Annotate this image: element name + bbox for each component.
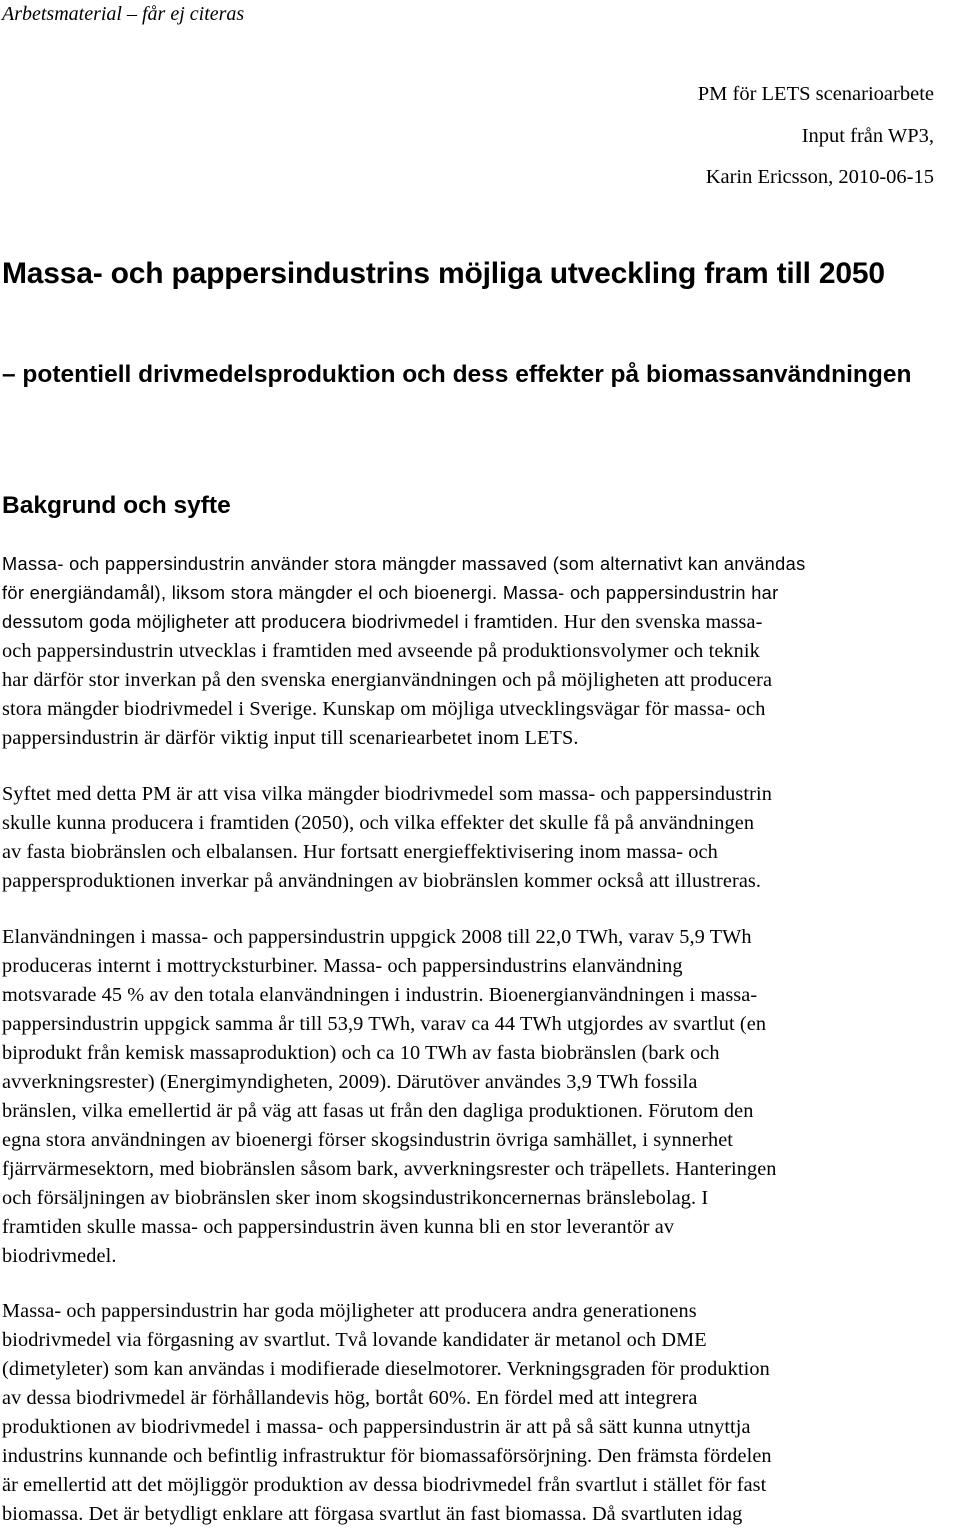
paragraph-purpose [2,780,956,896]
paragraph-line: produceras internt i mottrycksturbiner. Massa- och pappersindustrins elanvändning [2,955,683,977]
paragraph-line: fjärrvärmesektorn, med biobränslen såsom bark, avverkningsrester och träpellets. Hanteringen [2,1158,777,1180]
document-title: Massa- och pappersindustrins möjliga utveckling fram till 2050 [2,257,885,290]
memo-meta-line-3: Karin Ericsson, 2010-06-15 [705,166,934,188]
paragraph-line-part: Hur den svenska massa- [558,611,763,633]
paragraph-line: och försäljningen av biobränslen sker inom skogsindustrikoncernernas bränslebolag. I [2,1187,709,1209]
paragraph-line: egna stora användningen av bioenergi förser skogsindustrin övriga samhället, i synnerhet [2,1129,734,1151]
paragraph-line: avverkningsrester) (Energimyndigheten, 2009). Därutöver användes 3,9 TWh fossila [2,1071,698,1093]
paragraph-line: pappersindustrin är därför viktig input till scenariearbetet inom LETS. [2,727,579,749]
paragraph-energy-use [2,923,956,1271]
paragraph-line-mixed [2,608,956,637]
paragraph-line: biodrivmedel. [2,1245,117,1267]
paragraph-background [2,550,956,753]
paragraph-line: skulle kunna producera i framtiden (2050), och vilka effekter det skulle få på användningen [2,812,755,834]
paragraph-biofuels [2,1297,956,1529]
paragraph-line: bränslen, vilka emellertid är på väg att fasas ut från den dagliga produktionen. Förutom den [2,1100,754,1122]
paragraph-line: stora mängder biodrivmedel i Sverige. Kunskap om möjliga utvecklingsvägar för massa- och [2,698,766,720]
paragraph-line: av dessa biodrivmedel är förhållandevis hög, bortåt 60%. En fördel med att integrera [2,1387,698,1409]
paragraph-line: biprodukt från kemisk massaproduktion) och ca 10 TWh av fasta biobränslen (bark och [2,1042,720,1064]
paragraph-line: är emellertid att det möjliggör produktion av dessa biodrivmedel från svartlut i stället för fast [2,1474,767,1496]
paragraph-line: pappersproduktionen inverkar på användningen av biobränslen kommer också att illustreras. [2,870,762,892]
draft-notice: Arbetsmaterial – får ej citeras [2,3,245,25]
paragraph-line-part: dessutom goda möjligheter att producera biodrivmedel i framtiden. [2,612,559,632]
paragraph-line: Massa- och pappersindustrin har goda möjligheter att producera andra generationens [2,1300,697,1322]
paragraph-line: framtiden skulle massa- och pappersindustrin även kunna bli en stor leverantör av [2,1216,675,1238]
paragraph-line: har därför stor inverkan på den svenska energianvändningen och på möjligheten att producera [2,669,773,691]
paragraph-line: pappersindustrin uppgick samma år till 53,9 TWh, varav ca 44 TWh utgjordes av svartlut (en [2,1013,767,1035]
paragraph-line: (dimetyleter) som kan användas i modifierade dieselmotorer. Verkningsgraden för produktion [2,1358,770,1380]
paragraph-line: och pappersindustrin utvecklas i framtiden med avseende på produktionsvolymer och teknik [2,640,760,662]
paragraph-line: industrins kunnande och befintlig infrastruktur för biomassaförsörjning. Den främsta fördelen [2,1445,772,1467]
paragraph-line: motsvarade 45 % av den totala elanvändningen i industrin. Bioenergianvändningen i massa- [2,984,758,1006]
paragraph-line: Massa- och pappersindustrin använder stora mängder massaved (som alternativt kan användas [2,554,806,574]
paragraph-line: biodrivmedel via förgasning av svartlut. Två lovande kandidater är metanol och DME [2,1329,707,1351]
paragraph-line: för energiändamål), liksom stora mängder el och bioenergi. Massa- och pappersindustrin har [2,583,779,603]
section-heading: Bakgrund och syfte [2,492,231,519]
document-subtitle: – potentiell drivmedelsproduktion och dess effekter på biomassanvändningen [2,361,912,388]
paragraph-line: Elanvändningen i massa- och pappersindustrin uppgick 2008 till 22,0 TWh, varav 5,9 TWh [2,926,752,948]
memo-meta-line-2: Input från WP3, [801,124,934,147]
paragraph-line: produktionen av biodrivmedel i massa- och pappersindustrin är att på så sätt kunna utnyttja [2,1416,751,1438]
paragraph-line: biomassa. Det är betydligt enklare att förgasa svartlut än fast biomassa. Då svartluten idag [2,1503,743,1525]
memo-meta-line-1: PM för LETS scenarioarbete [697,83,934,105]
paragraph-line: Syftet med detta PM är att visa vilka mängder biodrivmedel som massa- och pappersindustrin [2,783,772,805]
memo-meta [698,74,934,199]
paragraph-line: av fasta biobränslen och elbalansen. Hur fortsatt energieffektivisering inom massa- och [2,841,718,863]
